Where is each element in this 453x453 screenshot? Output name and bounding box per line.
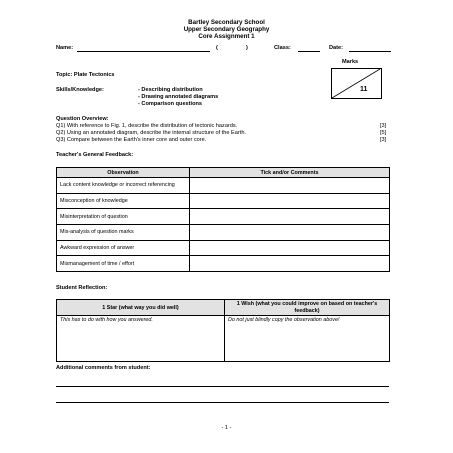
question-text: Q1) With reference to Fig. 1, describe the distribution of tectonic hazards. — [56, 123, 238, 129]
marks-total: 11 — [360, 86, 368, 93]
date-field[interactable] — [349, 51, 391, 52]
assignment-title: Core Assignment 1 — [198, 33, 255, 40]
marks-label: Marks — [342, 59, 359, 65]
name-field[interactable] — [77, 51, 210, 52]
wish-header: 1 Wish (what you could improve on based on teacher's feedback) — [225, 300, 390, 316]
question-overview-label: Question Overview: — [56, 116, 109, 122]
reflection-label: Student Reflection: — [56, 285, 108, 291]
table-row — [57, 193, 390, 209]
question-marks: [3] — [380, 123, 387, 129]
name-label: Name: — [56, 45, 74, 51]
skill-item: - Describing distribution — [138, 87, 203, 93]
table-row — [57, 240, 390, 256]
table-row — [57, 256, 390, 272]
observation-cell: Mis-analysis of question marks — [57, 225, 190, 241]
question-marks: [3] — [380, 137, 387, 143]
question-text: Q3) Compare between the Earth's inner core and outer core. — [56, 137, 207, 143]
comment-cell[interactable] — [190, 178, 390, 194]
feedback-label: Teacher's General Feedback: — [56, 152, 134, 158]
observation-cell: Lack content knowledge or incorrect referencing — [57, 178, 190, 194]
marks-box — [331, 68, 382, 99]
comments-label: Additional comments from student: — [56, 365, 151, 371]
comments-line[interactable] — [56, 386, 389, 387]
wish-cell[interactable]: Do not just blindly copy the observation above! — [225, 316, 390, 362]
topic-label: Topic: Plate Tectonics — [56, 72, 115, 78]
comments-header: Tick and/or Comments — [190, 168, 390, 178]
date-label: Date: — [329, 45, 343, 51]
marks-divider-icon — [332, 69, 381, 98]
observation-cell: Mismanagement of time / effort — [57, 256, 190, 272]
comment-cell[interactable] — [190, 193, 390, 209]
observation-cell: Misinterpretation of question — [57, 209, 190, 225]
class-field[interactable] — [298, 51, 320, 52]
question-marks: [5] — [380, 130, 387, 136]
comments-line[interactable] — [56, 402, 389, 403]
star-cell[interactable]: This has to do with how you answered. — [57, 316, 225, 362]
skills-label: Skills/Knowledge: — [56, 87, 104, 93]
register-paren-close: ) — [246, 45, 248, 51]
table-row — [57, 209, 390, 225]
comment-cell[interactable] — [190, 225, 390, 241]
table-row — [57, 316, 390, 362]
question-text: Q2) Using an annotated diagram, describe the internal structure of the Earth. — [56, 130, 246, 136]
register-paren-open: ( — [216, 45, 218, 51]
school-name: Bartley Secondary School — [188, 19, 265, 26]
skill-item: - Comparison questions — [138, 101, 203, 107]
star-header: 1 Star (what way you did well) — [57, 300, 225, 316]
class-label: Class: — [274, 45, 291, 51]
observation-header: Observation — [57, 168, 190, 178]
table-row — [57, 178, 390, 194]
subject-name: Upper Secondary Geography — [183, 26, 270, 33]
feedback-table — [56, 167, 390, 272]
comment-cell[interactable] — [190, 209, 390, 225]
observation-cell: Awkward expression of answer — [57, 240, 190, 256]
skill-item: - Drawing annotated diagrams — [138, 94, 219, 100]
page-number: - 1 - — [221, 425, 232, 431]
observation-cell: Misconception of knowledge — [57, 193, 190, 209]
comment-cell[interactable] — [190, 240, 390, 256]
reflection-table — [56, 299, 390, 362]
comment-cell[interactable] — [190, 256, 390, 272]
table-row — [57, 225, 390, 241]
